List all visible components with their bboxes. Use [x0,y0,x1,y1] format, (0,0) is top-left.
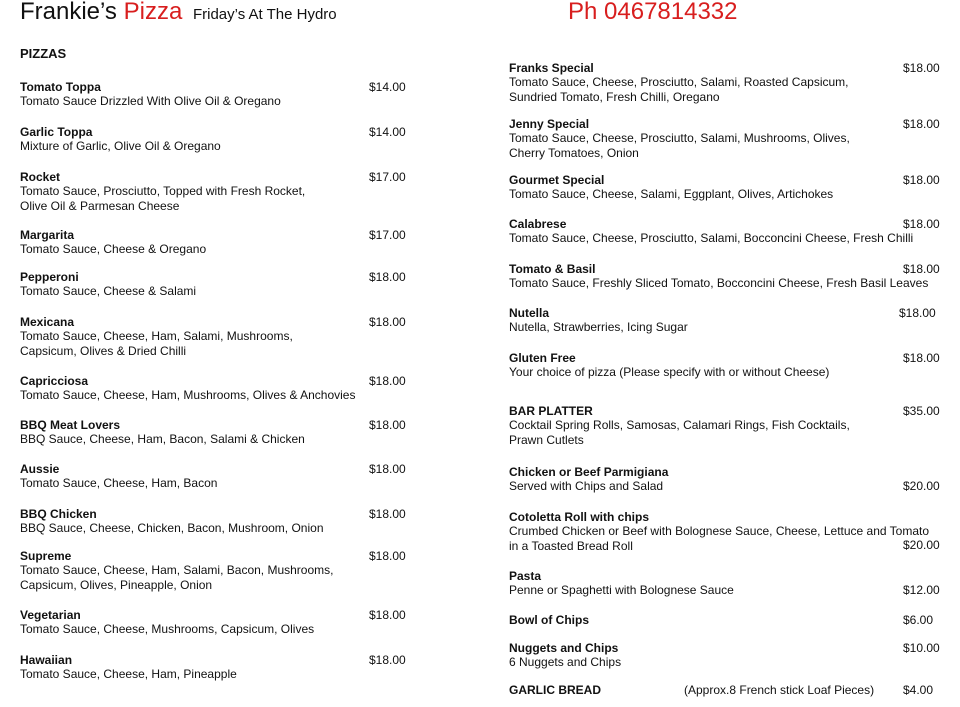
menu-item-price: $18.00 [903,217,940,231]
menu-item-description: Tomato Sauce, Cheese, Prosciutto, Salami, Roasted Capsicum, [509,75,849,90]
menu-item-description: Crumbed Chicken or Beef with Bolognese Sauce, Cheese, Lettuce and Tomato [509,524,930,539]
menu-item-price: $18.00 [903,61,940,75]
menu-item-description: Tomato Sauce, Freshly Sliced Tomato, Bocconcini Cheese, Fresh Basil Leaves [509,276,929,291]
menu-item-description: Tomato Sauce, Cheese, Ham, Pineapple [20,667,237,682]
menu-item-name: Chicken or Beef Parmigiana [509,465,669,479]
menu-item-name: BBQ Meat Lovers [20,418,121,432]
menu-item-name: Gluten Free [509,351,576,365]
menu-item-name: BBQ Chicken [20,507,97,521]
menu-item-description: Nutella, Strawberries, Icing Sugar [509,320,688,335]
menu-item-price: $18.00 [903,262,940,276]
menu-item-price: $18.00 [369,374,406,388]
menu-item-price: $12.00 [903,583,940,597]
menu-item [509,306,688,335]
menu-item-name: Garlic Toppa [20,125,93,139]
menu-item-name: Capricciosa [20,374,89,388]
menu-item [509,61,849,104]
menu-item [509,613,589,627]
restaurant-title [20,0,337,26]
menu-item-price: $17.00 [369,170,406,184]
menu-item [509,569,734,598]
menu-item-name: Mexicana [20,315,75,329]
menu-item [509,117,850,160]
menu-item-description: Capsicum, Olives, Pineapple, Onion [20,577,213,592]
menu-item-description: Tomato Sauce, Cheese, Ham, Salami, Bacon, Mushrooms, [20,563,334,578]
menu-item [509,683,601,697]
menu-item-description: Prawn Cutlets [509,432,584,447]
menu-item-description: Your choice of pizza (Please specify with or without Cheese) [509,365,830,380]
menu-item-name: Jenny Special [509,117,590,131]
menu-item-note: (Approx.8 French stick Loaf Pieces) [684,683,875,697]
menu-item-description: Tomato Sauce, Cheese, Ham, Mushrooms, Olives & Anchovies [20,388,356,403]
menu-item [20,653,237,682]
menu-item [20,418,305,447]
menu-item-description: Cocktail Spring Rolls, Samosas, Calamari Rings, Fish Cocktails, [509,418,850,433]
menu-item-description: Tomato Sauce, Cheese, Mushrooms, Capsicum, Olives [20,622,315,637]
menu-item-price: $18.00 [369,315,406,329]
menu-item-name: Franks Special [509,61,594,75]
menu-item-description: Tomato Sauce Drizzled With Olive Oil & Oregano [20,94,281,109]
menu-item-price: $17.00 [369,228,406,242]
menu-item-price: $10.00 [903,641,940,655]
menu-item-description: Tomato Sauce, Cheese, Ham, Bacon [20,476,218,491]
menu-item-price: $6.00 [903,613,934,627]
menu-item-description: Penne or Spaghetti with Bolognese Sauce [509,583,734,598]
menu-item-description: Tomato Sauce, Cheese & Oregano [20,242,207,257]
menu-item-price: $18.00 [369,608,406,622]
menu-item [509,173,833,202]
menu-item-description: Tomato Sauce, Prosciutto, Topped with Fresh Rocket, [20,184,306,199]
menu-item-name: Tomato Toppa [20,80,101,94]
title-frankies: Frankie’s [20,0,117,25]
menu-item-price: $18.00 [899,306,936,320]
title-tagline: Friday’s At The Hydro [192,6,337,23]
menu-item [20,80,281,109]
menu-item-description: Olive Oil & Parmesan Cheese [20,198,180,213]
menu-item-price: $14.00 [369,125,406,139]
menu-item-price: $18.00 [369,462,406,476]
menu-item [20,125,221,154]
menu-item-name: Bowl of Chips [509,613,589,627]
menu-item [509,641,621,670]
menu-item-description: Tomato Sauce, Cheese, Prosciutto, Salami, Bocconcini Cheese, Fresh Chilli [509,231,914,246]
menu-item [509,510,929,553]
menu-item-name: Pepperoni [20,270,79,284]
menu-item-price: $4.00 [903,683,934,697]
menu-item-name: Nutella [509,306,550,320]
menu-item [509,217,913,246]
menu-item-price: $14.00 [369,80,406,94]
menu-item-name: BAR PLATTER [509,404,593,418]
menu-item-name: Tomato & Basil [509,262,596,276]
menu-item-price: $18.00 [369,549,406,563]
menu-item-description: BBQ Sauce, Cheese, Ham, Bacon, Salami & Chicken [20,432,305,447]
menu-item-price: $18.00 [369,270,406,284]
title-pizza: Pizza [123,0,183,25]
menu-item-name: Nuggets and Chips [509,641,619,655]
menu-item [20,374,355,403]
menu-item-description: Capsicum, Olives & Dried Chilli [20,343,187,358]
menu-item-description: in a Toasted Bread Roll [509,538,633,553]
menu-item-name: Margarita [20,228,75,242]
menu-item-price: $18.00 [369,507,406,521]
menu-item-price: $18.00 [369,418,406,432]
menu-item-name: Vegetarian [20,608,81,622]
menu-item-price: $20.00 [903,479,940,493]
menu-item [509,465,668,494]
menu-item-description: Sundried Tomato, Fresh Chilli, Oregano [509,89,720,104]
menu-item-name: GARLIC BREAD [509,683,601,697]
menu-item [20,228,206,257]
menu-item [20,315,293,358]
menu-item [20,549,333,592]
menu-item-description: Tomato Sauce, Cheese, Prosciutto, Salami, Mushrooms, Olives, [509,131,850,146]
menu-item-name: Pasta [509,569,542,583]
menu-item-price: $18.00 [903,117,940,131]
menu-item-price: $18.00 [369,653,406,667]
menu-item-description: Tomato Sauce, Cheese, Ham, Salami, Mushrooms, [20,329,293,344]
menu-item-name: Gourmet Special [509,173,605,187]
menu-item-name: Rocket [20,170,61,184]
menu-item-description: Mixture of Garlic, Olive Oil & Oregano [20,139,221,154]
menu-item-price: $18.00 [903,351,940,365]
menu-item [20,608,314,637]
menu-item [20,462,217,491]
section-heading-pizzas: PIZZAS [20,46,67,61]
menu-item-description: BBQ Sauce, Cheese, Chicken, Bacon, Mushroom, Onion [20,521,324,536]
menu-item-name: Calabrese [509,217,567,231]
menu-item-price: $20.00 [903,538,940,552]
menu-item [20,170,305,213]
menu-item-name: Supreme [20,549,72,563]
menu-item [20,507,324,536]
menu-item-description: 6 Nuggets and Chips [509,655,622,670]
menu-item-name: Hawaiian [20,653,73,667]
menu-item-description: Tomato Sauce, Cheese, Salami, Eggplant, Olives, Artichokes [509,187,834,202]
menu-item [20,270,196,299]
menu-item [509,351,829,380]
menu-item-name: Cotoletta Roll with chips [509,510,649,524]
menu-item-price: $35.00 [903,404,940,418]
menu-item-description: Served with Chips and Salad [509,479,664,494]
menu-item-price: $18.00 [903,173,940,187]
menu-item-description: Cherry Tomatoes, Onion [509,145,639,160]
menu-item-name: Aussie [20,462,60,476]
menu-item [509,404,850,447]
phone-number: Ph 0467814332 [568,0,738,25]
menu-item-description: Tomato Sauce, Cheese & Salami [20,284,197,299]
menu-item [509,262,928,291]
